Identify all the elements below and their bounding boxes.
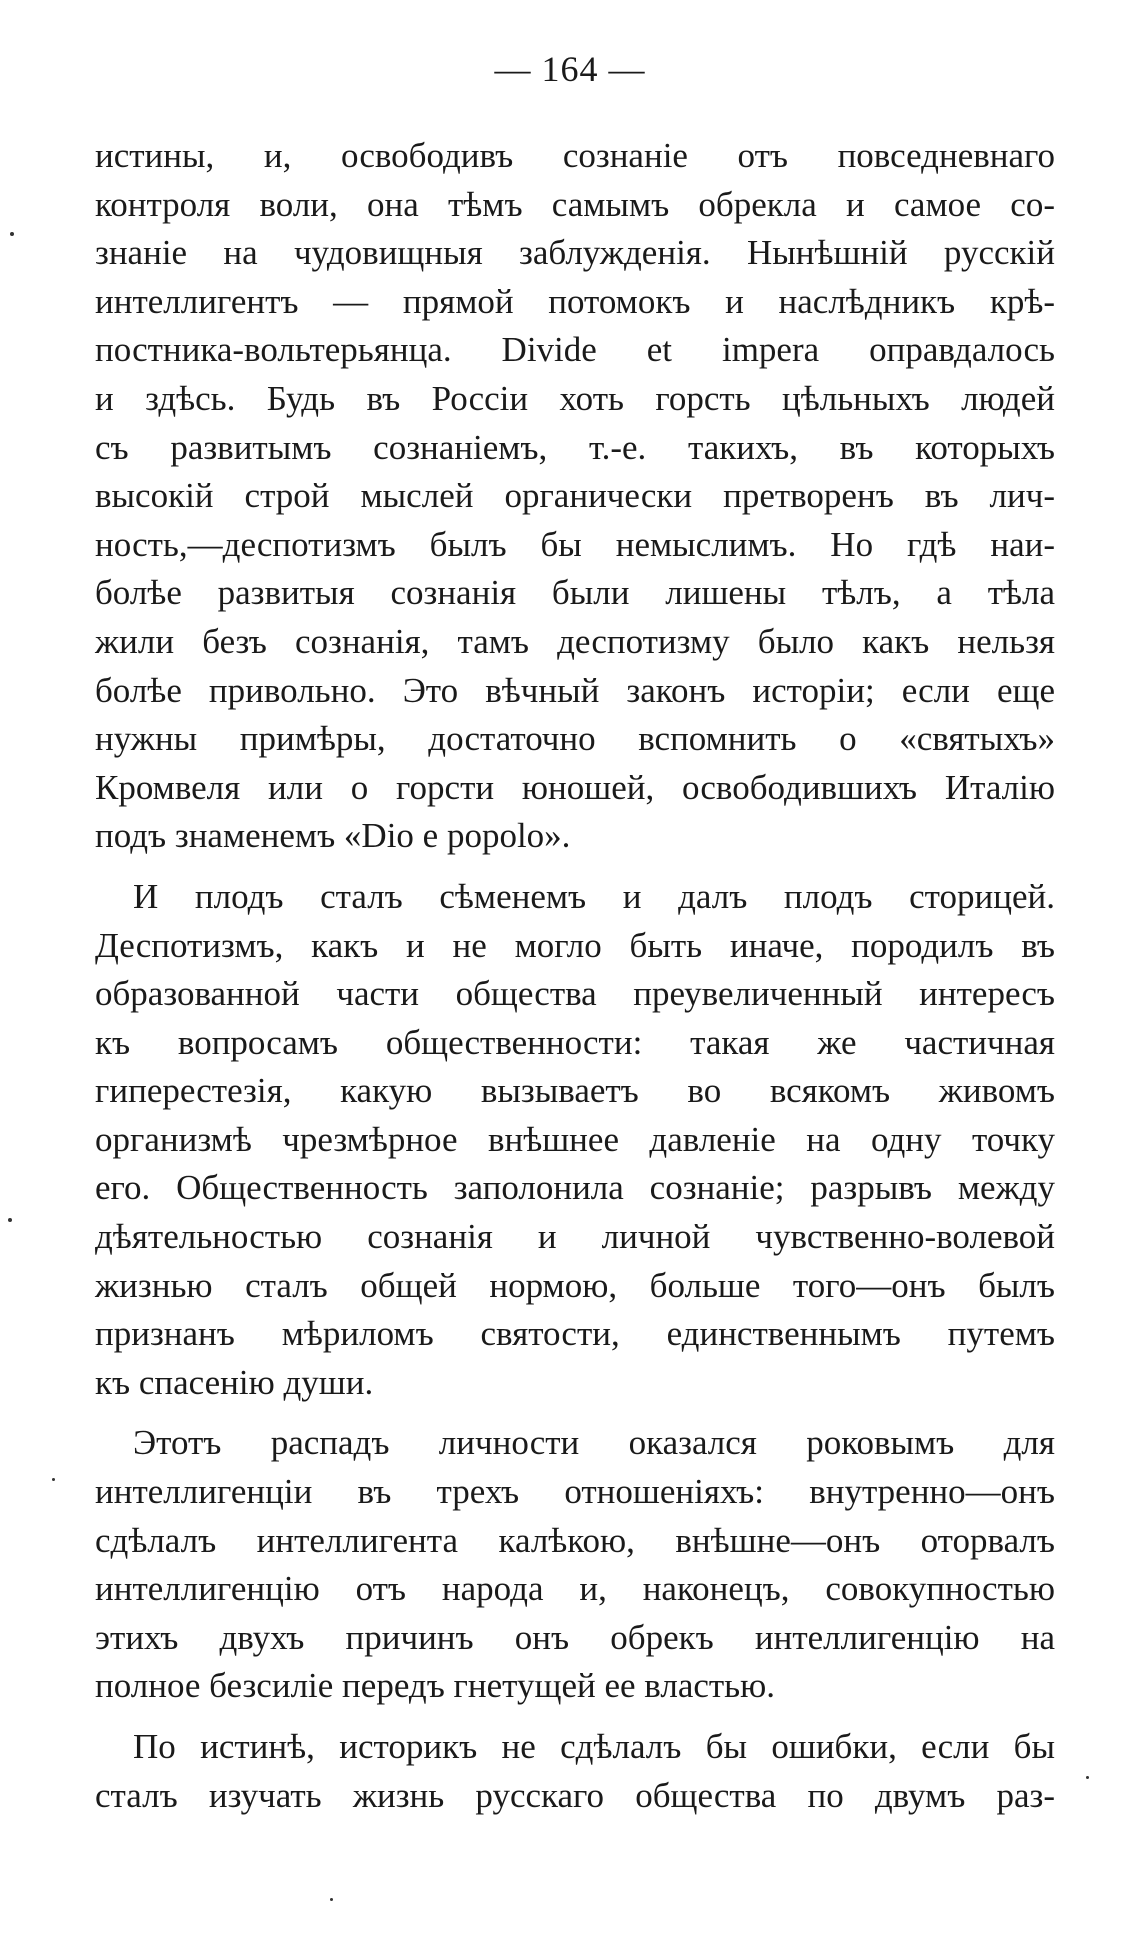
text-line: истины, и, освободивъ сознаніе отъ повседневнаго	[95, 136, 1055, 175]
scan-speck	[10, 232, 14, 236]
text-line: ность,—деспотизмъ былъ бы немыслимъ. Но гдѣ наи-	[95, 524, 1055, 564]
text-line: постника-вольтерьянца. Divide et impera оправдалось	[95, 330, 1055, 370]
scan-speck	[330, 1898, 333, 1901]
scan-speck	[52, 1478, 55, 1481]
body-text	[95, 132, 1055, 1820]
text-line: къ вопросамъ общественности: такая же частичная	[95, 1022, 1055, 1062]
text-line: нужны примѣры, достаточно вспомнить о «святыхъ»	[95, 719, 1055, 759]
text-line: болѣе развитыя сознанія были лишены тѣлъ, а тѣла	[95, 573, 1055, 613]
paragraph	[95, 132, 1055, 861]
text-line: съ развитымъ сознаніемъ, т.-е. такихъ, въ которыхъ	[95, 427, 1055, 467]
text-line: организмѣ чрезмѣрное внѣшнее давленіе на одну точку	[95, 1119, 1055, 1159]
scan-speck	[8, 1218, 12, 1222]
text-line: контроля воли, она тѣмъ самымъ обрекла и самое со-	[95, 184, 1055, 224]
text-line: Деспотизмъ, какъ и не могло быть иначе, породилъ въ	[95, 925, 1055, 965]
text-line: гиперестезія, какую вызываетъ во всякомъ живомъ	[95, 1071, 1055, 1111]
paragraph	[95, 1723, 1055, 1820]
text-line: болѣе привольно. Это вѣчный законъ исторіи; если еще	[95, 670, 1055, 710]
text-line: знаніе на чудовищныя заблужденія. Нынѣшній русскій	[95, 233, 1055, 273]
text-line: признанъ мѣриломъ святости, единственнымъ путемъ	[95, 1314, 1055, 1354]
text-line: интеллигенцію отъ народа и, наконецъ, совокупностью	[95, 1569, 1055, 1609]
text-line: Кромвеля или о горсти юношей, освободившихъ Италію	[95, 767, 1055, 807]
text-line: высокій строй мыслей органически претворенъ въ лич-	[95, 476, 1055, 516]
text-line: дѣятельностью сознанія и личной чувственно-волевой	[95, 1217, 1055, 1257]
text-line: И плодъ сталъ сѣменемъ и далъ плодъ сторицей.	[133, 876, 1055, 916]
text-line: жили безъ сознанія, тамъ деспотизму было какъ нельзя	[95, 621, 1055, 661]
text-line: сталъ изучать жизнь русскаго общества по двумъ раз-	[95, 1775, 1055, 1815]
text-line: интеллигенціи въ трехъ отношеніяхъ: внутренно—онъ	[95, 1472, 1055, 1512]
paragraph-gap	[95, 1711, 1055, 1723]
text-line: подъ знаменемъ «Dio e popolo».	[95, 816, 571, 856]
text-line: интеллигентъ — прямой потомокъ и наслѣдникъ крѣ-	[95, 281, 1055, 321]
text-line: къ спасенію души.	[95, 1362, 374, 1402]
text-line: жизнью сталъ общей нормою, больше того—онъ былъ	[95, 1265, 1055, 1305]
paragraph	[95, 873, 1055, 1408]
text-line: этихъ двухъ причинъ онъ обрекъ интеллигенцію на	[95, 1617, 1055, 1657]
text-line: сдѣлалъ интеллигента калѣкою, внѣшне—онъ оторвалъ	[95, 1520, 1055, 1560]
text-line: полное безсиліе передъ гнетущей ее властью.	[95, 1666, 776, 1706]
paragraph-gap	[95, 1407, 1055, 1419]
text-line: Этотъ распадъ личности оказался роковымъ для	[133, 1423, 1055, 1463]
paragraph	[95, 1419, 1055, 1711]
text-line: По истинѣ, историкъ не сдѣлалъ бы ошибки, если бы	[133, 1727, 1055, 1766]
scan-speck	[1086, 1776, 1089, 1779]
text-line: и здѣсь. Будь въ Россіи хоть горсть цѣльныхъ людей	[95, 378, 1055, 418]
page-number: — 164 —	[494, 49, 646, 89]
text-line: его. Общественность заполонила сознаніе; разрывъ между	[95, 1168, 1055, 1208]
text-line: образованной части общества преувеличенный интересъ	[95, 974, 1055, 1014]
paragraph-gap	[95, 861, 1055, 873]
